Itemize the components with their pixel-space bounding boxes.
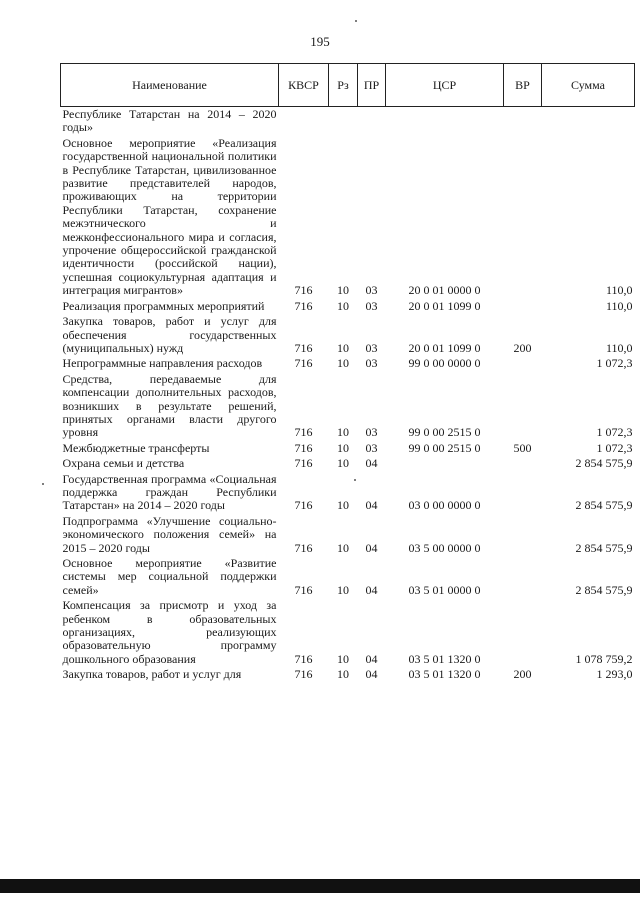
cell-kvsr: 716 <box>294 456 313 471</box>
cell-csr: 20 0 01 1099 0 <box>408 340 481 355</box>
cell-sum: 110,0 <box>605 283 633 298</box>
cell-pr: 04 <box>365 582 378 597</box>
cell-sum: 1 072,3 <box>596 440 633 455</box>
table-row <box>61 598 635 667</box>
cell-rz: 10 <box>337 456 349 471</box>
cell-csr <box>386 107 504 136</box>
cell-vr <box>504 598 542 667</box>
table-row <box>61 107 635 136</box>
table-row <box>61 556 635 598</box>
cell-vr <box>504 136 542 299</box>
table-row <box>61 136 635 299</box>
scan-speck <box>354 479 356 481</box>
cell-vr: 200 <box>513 667 532 682</box>
cell-rz: 10 <box>337 340 349 355</box>
table-header-row <box>61 64 635 107</box>
table-row <box>61 472 635 514</box>
cell-rz: 10 <box>337 298 349 313</box>
table-row <box>61 514 635 556</box>
table-row <box>61 356 635 371</box>
cell-csr: 03 5 01 1320 0 <box>408 667 481 682</box>
cell-pr: 04 <box>365 651 378 666</box>
cell-sum: 1 072,3 <box>596 425 633 440</box>
cell-rz: 10 <box>337 356 349 371</box>
scan-speck <box>355 20 357 22</box>
cell-kvsr: 716 <box>294 340 313 355</box>
cell-name: Компенсация за присмотр и уход за ребенком в образовательных организациях, реализующих образовательную программу дошкольного образования <box>62 598 277 666</box>
cell-csr: 99 0 00 2515 0 <box>408 440 481 455</box>
cell-vr <box>504 456 542 471</box>
header-rz: Рз <box>329 64 358 107</box>
page-number: 195 <box>310 34 330 49</box>
cell-rz: 10 <box>337 582 349 597</box>
cell-name: Средства, передаваемые для компенсации дополнительных расходов, возникших в результате решений, принятых органами власти другого уровня <box>62 371 277 440</box>
cell-vr <box>504 514 542 556</box>
cell-csr <box>386 456 504 471</box>
cell-csr: 03 5 00 0000 0 <box>408 540 481 555</box>
cell-vr <box>504 556 542 598</box>
cell-kvsr: 716 <box>294 540 313 555</box>
cell-name: Закупка товаров, работ и услуг для обеспечения государственных (муниципальных) нужд <box>62 314 277 355</box>
cell-rz: 10 <box>337 283 349 298</box>
cell-kvsr <box>279 107 329 136</box>
header-csr: ЦСР <box>386 64 504 107</box>
cell-sum: 2 854 575,9 <box>575 540 633 555</box>
table-row <box>61 299 635 314</box>
cell-pr: 04 <box>365 498 378 513</box>
cell-sum: 110,0 <box>605 340 633 355</box>
cell-csr: 20 0 01 1099 0 <box>408 298 481 313</box>
cell-sum <box>542 107 635 136</box>
cell-kvsr: 716 <box>294 582 313 597</box>
cell-kvsr: 716 <box>294 498 313 513</box>
table-row <box>61 456 635 471</box>
scan-speck <box>42 483 44 485</box>
cell-name: Подпрограмма «Улучшение социально-экономического положения семей» на 2015 – 2020 годы <box>62 513 277 555</box>
table-row <box>61 372 635 441</box>
cell-name: Основное мероприятие «Реализация государственной национальной политики в Республике Татарстан, цивилизованное развитие представителей народов, проживающих на территории Республики Татарстан, сохранение межэтнического и межконфессионального мира и согласия, упрочение общероссийской гражданской идентичности (российской нации), успешная социокультурная адаптация и интеграция мигрантов» <box>62 135 277 298</box>
cell-pr: 03 <box>365 283 378 298</box>
budget-table <box>60 63 635 683</box>
cell-kvsr: 716 <box>294 283 313 298</box>
table-row <box>61 667 635 682</box>
cell-vr: 200 <box>513 340 532 355</box>
table-row <box>61 441 635 456</box>
cell-pr: 04 <box>365 456 378 471</box>
cell-kvsr: 716 <box>294 356 313 371</box>
cell-pr: 03 <box>365 298 378 313</box>
cell-pr: 03 <box>365 340 378 355</box>
header-vr: ВР <box>504 64 542 107</box>
cell-name: Государственная программа «Социальная поддержка граждан Республики Татарстан» на 2014 – 2020 годы <box>62 471 277 513</box>
cell-rz: 10 <box>337 425 349 440</box>
cell-name: Реализация программных мероприятий <box>62 298 265 313</box>
cell-csr: 99 0 00 0000 0 <box>408 356 481 371</box>
cell-kvsr: 716 <box>294 298 313 313</box>
header-sum: Сумма <box>542 64 635 107</box>
cell-name: Основное мероприятие «Развитие системы мер социальной поддержки семей» <box>62 556 277 597</box>
cell-vr <box>504 299 542 314</box>
cell-sum: 1 078 759,2 <box>575 651 633 666</box>
cell-name: Закупка товаров, работ и услуг для <box>62 667 242 682</box>
cell-vr <box>504 107 542 136</box>
cell-vr <box>504 372 542 441</box>
cell-rz: 10 <box>337 440 349 455</box>
cell-pr: 03 <box>365 425 378 440</box>
cell-csr: 20 0 01 0000 0 <box>408 283 481 298</box>
cell-rz: 10 <box>337 540 349 555</box>
cell-name: Межбюджетные трансферты <box>62 440 210 455</box>
cell-sum: 2 854 575,9 <box>575 456 633 471</box>
cell-csr: 03 0 00 0000 0 <box>408 498 481 513</box>
cell-sum: 1 293,0 <box>596 667 633 682</box>
cell-kvsr: 716 <box>294 651 313 666</box>
cell-pr: 04 <box>365 667 378 682</box>
cell-pr: 04 <box>365 540 378 555</box>
cell-kvsr: 716 <box>294 667 313 682</box>
cell-vr <box>504 356 542 371</box>
cell-sum: 110,0 <box>605 298 633 313</box>
cell-pr <box>358 107 386 136</box>
cell-kvsr: 716 <box>294 440 313 455</box>
cell-rz <box>329 107 358 136</box>
cell-rz: 10 <box>337 498 349 513</box>
cell-name: Непрограммные направления расходов <box>62 356 263 371</box>
scan-edge-bar <box>0 879 640 893</box>
cell-kvsr: 716 <box>294 425 313 440</box>
cell-rz: 10 <box>337 667 349 682</box>
header-name: Наименование <box>61 64 279 107</box>
cell-pr: 03 <box>365 356 378 371</box>
table-row <box>61 314 635 356</box>
cell-sum: 2 854 575,9 <box>575 498 633 513</box>
header-pr: ПР <box>358 64 386 107</box>
cell-name: Охрана семьи и детства <box>62 456 185 471</box>
cell-vr: 500 <box>513 440 532 455</box>
cell-sum: 2 854 575,9 <box>575 582 633 597</box>
cell-csr: 03 5 01 0000 0 <box>408 582 481 597</box>
cell-csr: 03 5 01 1320 0 <box>408 651 481 666</box>
header-kvsr: КВСР <box>279 64 329 107</box>
cell-csr: 99 0 00 2515 0 <box>408 425 481 440</box>
cell-pr: 03 <box>365 440 378 455</box>
cell-sum: 1 072,3 <box>596 356 633 371</box>
cell-vr <box>504 472 542 514</box>
cell-rz: 10 <box>337 651 349 666</box>
cell-name: Республике Татарстан на 2014 – 2020 годы» <box>62 107 277 135</box>
